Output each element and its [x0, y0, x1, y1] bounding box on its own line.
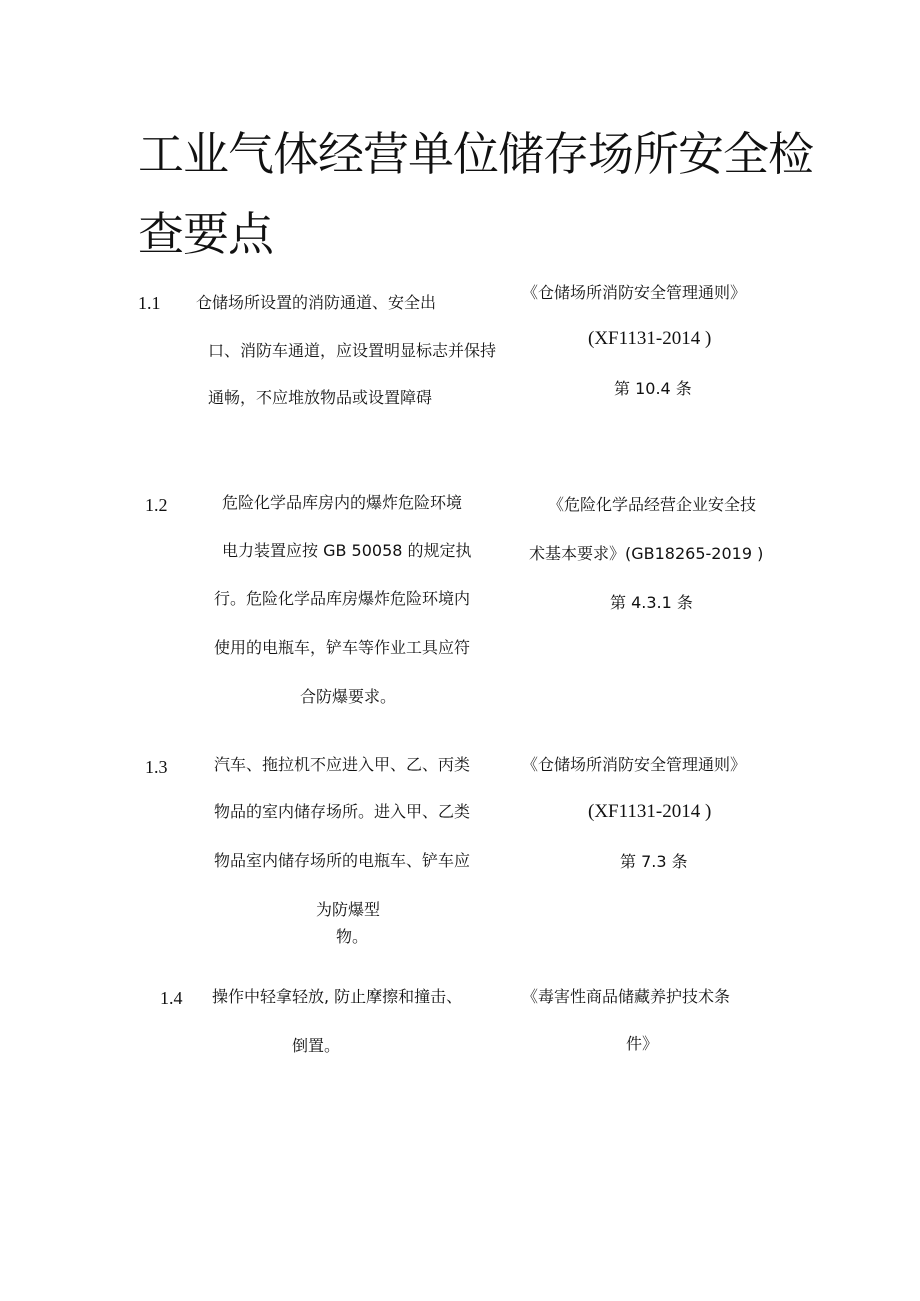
item-text-line: 汽车、拖拉机不应进入甲、乙、丙类: [214, 755, 471, 774]
item-text-line: 电力装置应按 GB 50058 的规定执: [222, 541, 472, 560]
item-text-line: 物品室内储存场所的电瓶车、铲车应: [214, 851, 471, 870]
page-title-line-1: 工业气体经营单位储存场所安全检: [138, 127, 813, 181]
item-number: 1.3: [145, 757, 168, 777]
item-reference-line: 第 10.4 条: [614, 379, 692, 398]
item-text-line: 倒置。: [292, 1036, 341, 1055]
item-reference-line: 《仓储场所消防安全管理通则》: [522, 755, 747, 774]
item-text-line: 使用的电瓶车，铲车等作业工具应符: [214, 638, 471, 657]
item-reference-line: (XF1131-2014 ): [588, 801, 712, 822]
item-number: 1.1: [138, 293, 161, 313]
item-number: 1.4: [160, 988, 183, 1008]
page-title-line-2: 查要点: [138, 207, 273, 261]
item-reference-line: 第 4.3.1 条: [610, 593, 693, 612]
item-reference-line: 术基本要求》(GB18265-2019 ): [529, 544, 764, 563]
item-text-line: 物品的室内储存场所。进入甲、乙类: [214, 802, 471, 821]
item-reference-line: (XF1131-2014 ): [588, 328, 712, 349]
item-text-line: 物。: [336, 927, 369, 946]
item-text-line: 行。危险化学品库房爆炸危险环境内: [214, 589, 471, 608]
item-reference-line: 《仓储场所消防安全管理通则》: [522, 283, 747, 302]
item-text-line: 为防爆型: [316, 900, 381, 919]
item-text-line: 仓储场所设置的消防通道、安全出: [196, 293, 437, 312]
item-reference-line: 《危险化学品经营企业安全技: [548, 495, 757, 514]
item-reference-line: 件》: [626, 1034, 659, 1053]
item-text-line: 通畅，不应堆放物品或设置障碍: [208, 388, 433, 407]
item-text-line: 口、消防车通道，应设置明显标志并保持: [208, 341, 497, 360]
item-reference-line: 第 7.3 条: [620, 852, 688, 871]
item-number: 1.2: [145, 495, 168, 515]
item-text-line: 合防爆要求。: [300, 687, 397, 706]
item-text-line: 危险化学品库房内的爆炸危险环境: [222, 493, 463, 512]
item-reference-line: 《毒害性商品储藏养护技术条: [522, 987, 731, 1006]
item-text-line: 操作中轻拿轻放, 防止摩擦和撞击、: [212, 987, 463, 1006]
